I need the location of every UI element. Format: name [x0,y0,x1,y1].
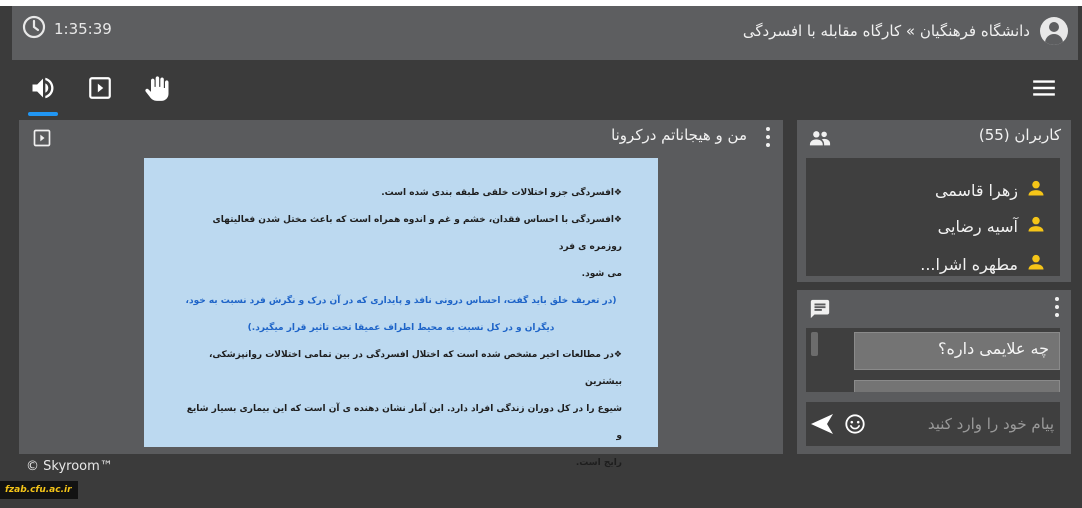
chat-panel [797,290,1071,454]
session-timer [22,16,112,42]
users-panel [797,120,1071,282]
user-list[interactable] [806,158,1060,276]
room-title [743,16,1068,46]
list-item[interactable] [938,213,1046,239]
play-box-icon [87,75,113,105]
slide-line: ❖افسردگی جزو اختلالات خلقی طبقه بندی شده است. [381,188,622,198]
toolbar [12,60,1078,118]
menu-button[interactable] [1028,74,1060,106]
slide-line: دیگران و در کل نسبت به محیط اطراف عمیقا تحت تاثیر قرار میگیرد.) [247,323,555,333]
slide-line: رایج است. [575,458,622,468]
slide-line: شیوع را در کل دوران زندگی افراد دارد. این آمار نشان دهنده ی آن است که این بیماری بسیار شایع و [186,404,622,441]
presentation-title: من و هیجاناتم درکرونا [611,126,747,144]
people-icon [808,127,832,153]
emoji-icon[interactable] [844,413,866,435]
chat-icon [809,298,831,324]
hand-icon [144,74,172,106]
more-options-icon[interactable] [1054,297,1060,317]
speaker-button[interactable] [27,74,59,106]
slide-line: می شود. [581,269,622,279]
raise-hand-button[interactable] [142,74,174,106]
avatar-icon[interactable] [1040,17,1068,45]
user-name: آسیه رضایی [937,216,1018,236]
user-icon [1026,178,1046,202]
list-item [1028,158,1046,174]
play-box-icon[interactable] [32,128,52,152]
slide-line: (در تعریف خلق باید گفت، احساس درونی نافذ و پایداری که در آن درک و نگرش فرد نسبت به خود، [185,296,617,306]
user-icon [1026,214,1046,238]
presentation-button[interactable] [84,74,116,106]
user-name: زهرا قاسمی [934,180,1018,200]
brand-label: © Skyroom™ [26,459,113,474]
breadcrumb: دانشگاه فرهنگیان » کارگاه مقابله با افسردگی [742,22,1030,40]
timer-text: 1:35:39 [54,20,112,38]
watermark-logo: fzab.cfu.ac.ir [0,481,78,499]
send-icon[interactable] [810,413,834,435]
user-name: مطهره اشرا... [920,254,1018,274]
user-icon [1026,252,1046,276]
slide-content [144,158,658,468]
title-bar [12,6,1078,60]
chat-message [854,380,1060,392]
chat-input-row [806,402,1060,446]
slide-line: ❖در مطالعات اخیر مشخص شده است که اختلال افسردگی در بین تمامی اختلالات روانپزشکی، بیشترین [208,350,622,387]
clock-icon [22,15,46,43]
users-title: کاربران (55) [978,126,1061,144]
chat-message: چه علایمی داره؟ [854,332,1060,370]
presentation-header [19,120,783,154]
list-item[interactable] [920,251,1046,276]
menu-icon [1031,75,1057,105]
chat-input[interactable] [878,408,1054,440]
slide-line: ❖افسردگی با احساس فقدان، خشم و غم و اندوه همراه است که باعث مختل شدن فعالیتهای روزمره ی فرد [212,215,622,252]
chat-messages[interactable] [806,328,1060,392]
list-item[interactable] [935,177,1046,203]
speaker-icon [29,74,57,106]
more-options-icon[interactable] [765,127,771,147]
scrollbar[interactable] [811,332,818,356]
